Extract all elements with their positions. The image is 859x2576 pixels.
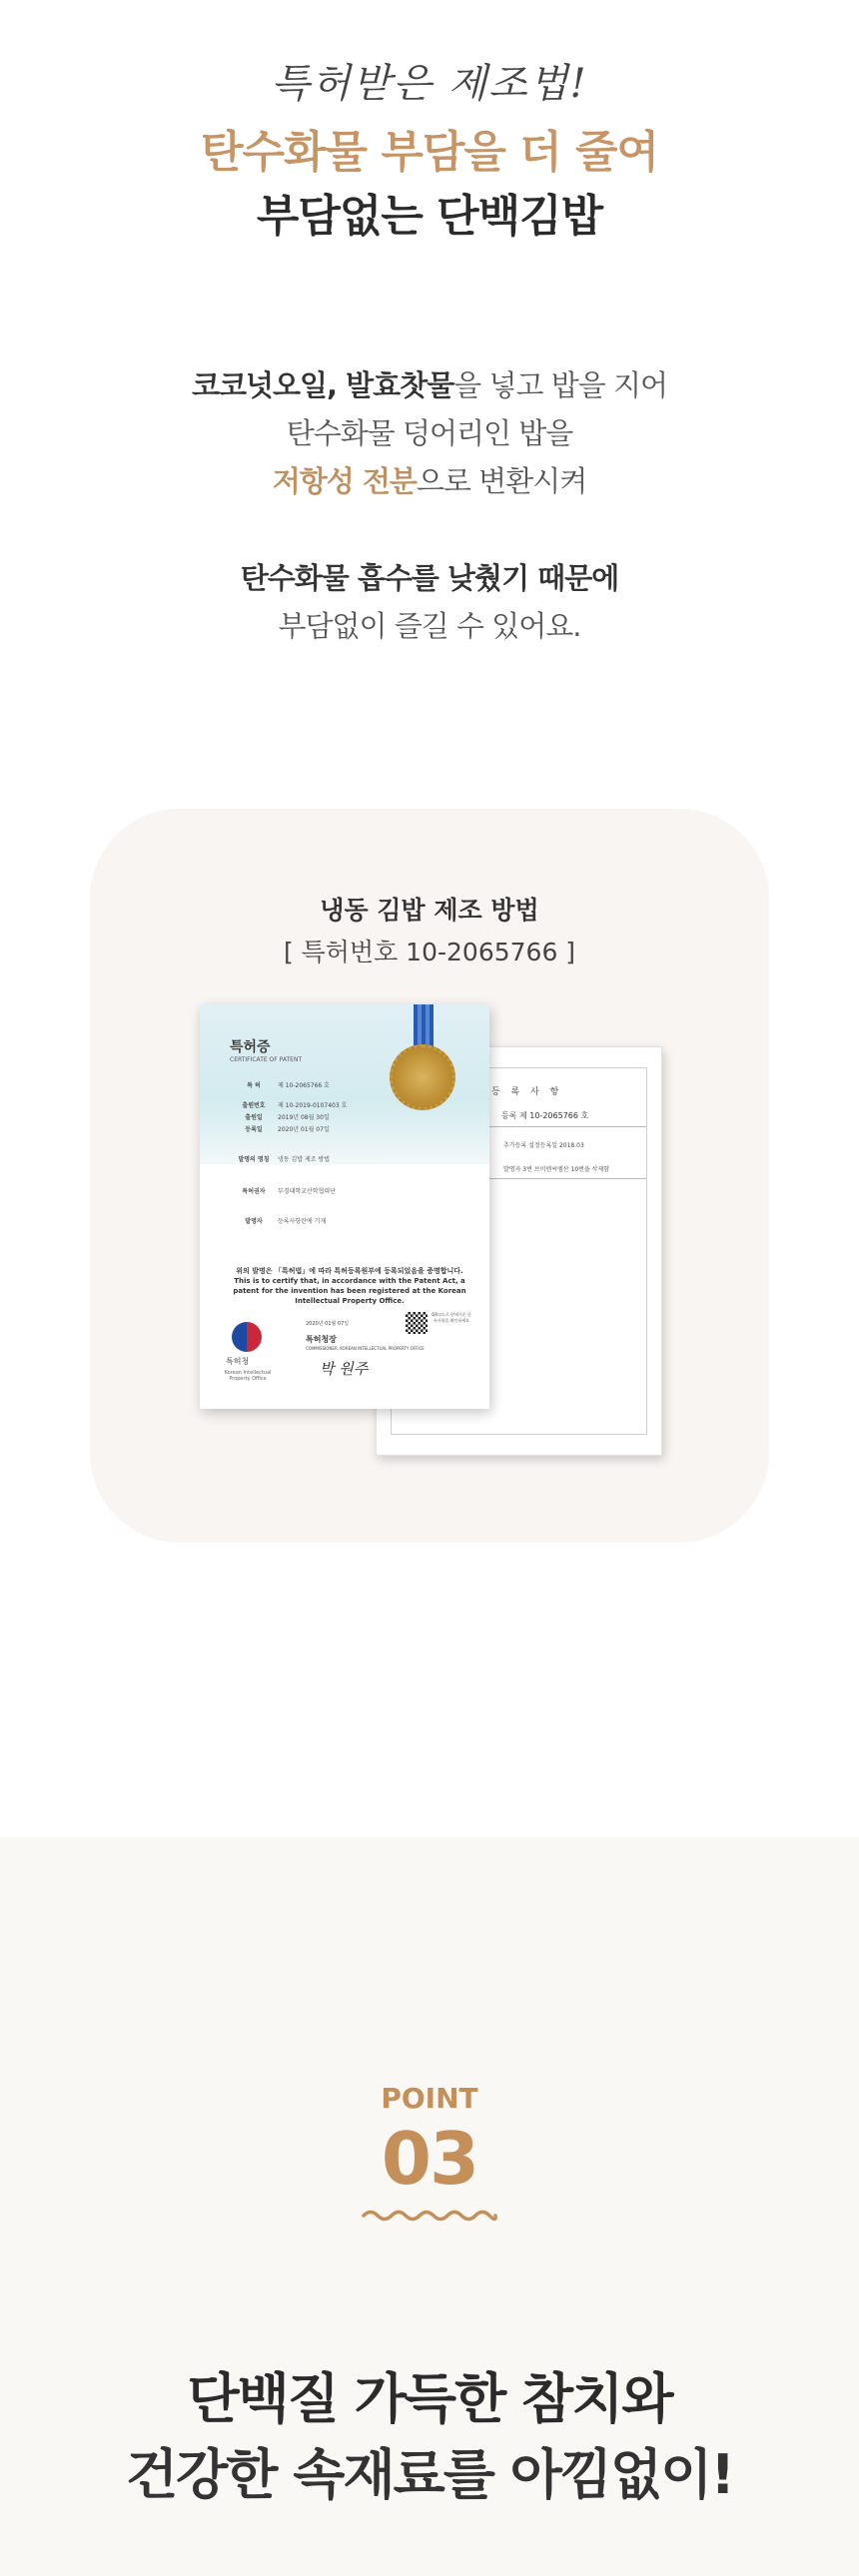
description-line-5: 부담없이 즐길 수 있어요.	[278, 609, 581, 643]
patent-card	[90, 809, 769, 1543]
point-label: POINT	[381, 2082, 478, 2115]
document-header: 등 록 사 항	[491, 1087, 563, 1097]
qr-code-icon	[406, 1312, 428, 1334]
patent-title: 냉동 김밥 제조 방법	[320, 896, 539, 925]
point-headline-2: 건강한 속재료를 아낌없이!	[125, 2443, 734, 2506]
kipo-logo-text: 특허청	[226, 1357, 250, 1366]
description-bold: 탄수화물 흡수를 낮췄기 때문에	[240, 561, 619, 595]
signature: 박 원주	[320, 1360, 369, 1378]
description-block	[0, 361, 859, 505]
patent-number: [ 특허번호 10-2065766 ]	[283, 938, 576, 966]
document-reg-number: 등록 제 10-2065766 호	[501, 1111, 589, 1120]
document-line: 발명자 3번 브이엔씨엠산 10번을 삭제함	[503, 1166, 610, 1173]
headline-main: 부담없는 단백김밥	[256, 191, 603, 242]
description-text: 을 넣고 밥을 지어	[453, 368, 667, 402]
certificate-row: 등록일 2020년 01월 07일	[245, 1126, 330, 1133]
certificate-title: 특허증	[230, 1039, 271, 1055]
description-line-3	[0, 457, 859, 505]
patent-certificate	[200, 1004, 489, 1409]
description-line-4	[0, 554, 859, 602]
description-text: 으로 변환시켜	[416, 464, 587, 498]
certificate-row: 출원번호 제 10-2019-0107403 호	[242, 1102, 348, 1109]
certificate-title-en: CERTIFICATE OF PATENT	[230, 1056, 303, 1063]
certificate-row: 발명자 등록사항란에 기재	[245, 1218, 327, 1225]
qr-caption: QR코드로 현재기준 등록사항을 확인하세요	[431, 1312, 471, 1323]
wave-divider-icon	[362, 2207, 497, 2225]
certificate-row: 발명의 명칭 냉동 김밥 제조 방법	[238, 1156, 331, 1163]
certificate-statement: 위의 발명은 「특허법」에 따라 특허등록원부에 등록되었음을 증명합니다. This is to certify that, in accordance with the Patent Act, a patent for the invention has been registered at the Korean Intellectual Property Office.	[233, 1267, 466, 1305]
kipo-logo-en: Korean Intellectual Property Office	[224, 1370, 272, 1382]
certificate-row: 출원일 2019년 08월 30일	[245, 1114, 330, 1121]
script-title: 특허받은 제조법!	[271, 61, 588, 107]
commissioner-title-en: COMMISSIONER, KOREAN INTELLECTUAL PROPERTY OFFICE	[306, 1346, 425, 1351]
description-block-2	[0, 554, 859, 650]
certificate-row: 특 허 제 10-2065766 호	[247, 1082, 330, 1089]
gold-seal-icon	[390, 1044, 455, 1110]
point-section	[0, 1837, 859, 2576]
headline-accent: 탄수화물 부담을 더 줄여	[201, 127, 658, 178]
certificate-row: 특허권자 부경대학교산학협력단	[242, 1188, 336, 1195]
point-headline-1: 단백질 가득한 참치와	[187, 2367, 672, 2430]
certificate-date: 2020년 01월 07일	[306, 1321, 350, 1327]
description-line-2: 탄수화물 덩어리인 밥을	[286, 416, 573, 450]
document-line: 추가등록 설정등록일 2018.03	[503, 1142, 584, 1149]
kipo-logo-icon	[232, 1322, 262, 1352]
description-bold: 코코넛오일, 발효찻물	[191, 368, 454, 402]
point-number: 03	[381, 2117, 478, 2201]
description-accent: 저항성 전분	[272, 464, 417, 498]
commissioner-title: 특허청장	[306, 1335, 337, 1344]
description-line-1	[0, 361, 859, 409]
